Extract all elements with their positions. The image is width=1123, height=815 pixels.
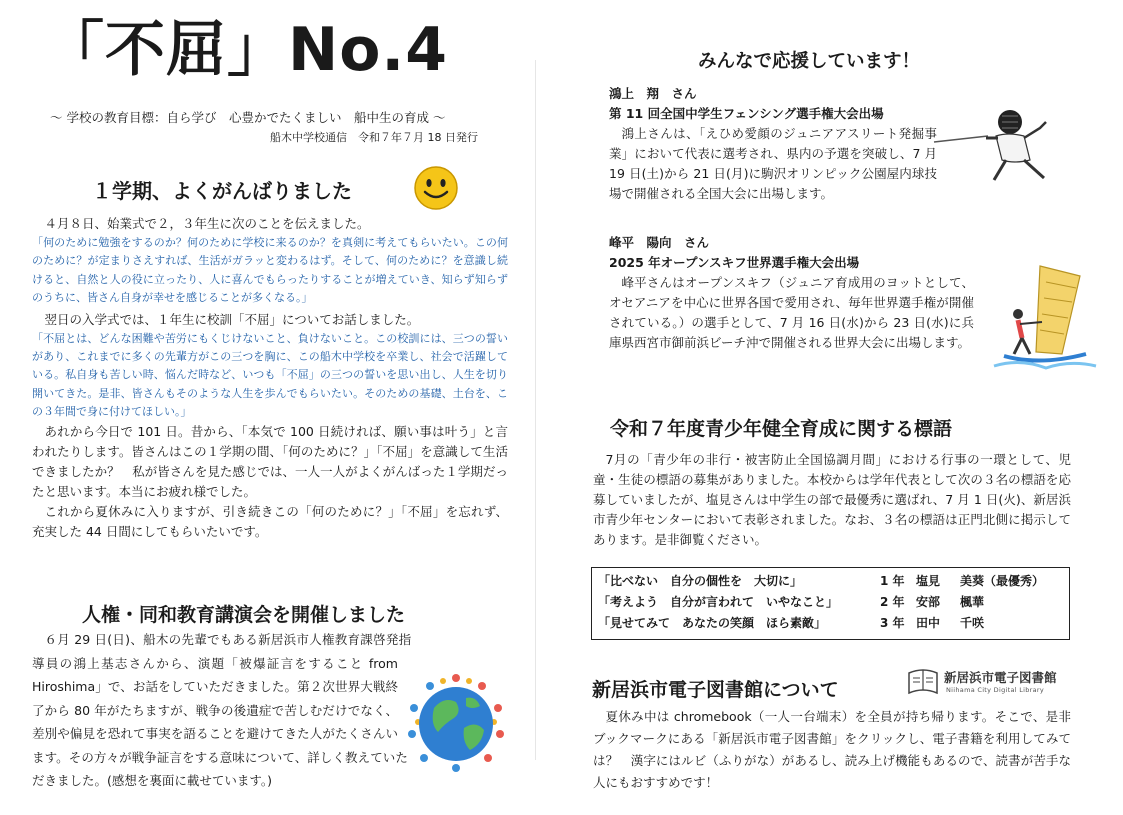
slogan-row <box>596 592 1065 613</box>
library-logo-text: 新居浜市電子図書館 <box>944 670 1057 685</box>
athlete-b <box>609 233 1001 353</box>
slogan-grade: 2 年 <box>880 595 905 609</box>
slogan-given-name: 美葵（最優秀） <box>960 574 1045 588</box>
athlete-a-body: 鴻上さんは、「えひめ愛顔のジュニアアスリート発掘事業」において代表に選考され、県内の予選を突破し、7 月 19 日(土)から 21 日(月)に駒沢オリンピック公園屋内球技場で開催される全国大会に出場します。 <box>609 126 937 201</box>
slogan-phrase: 「考えよう 自分が言われて いやなこと」 <box>598 595 839 609</box>
smiley-icon <box>412 164 460 212</box>
slogan-row <box>596 571 1065 592</box>
slogan-row <box>596 613 1065 634</box>
library-body: 夏休み中は chromebook（一人一台端末）を全員が持ち帰ります。そこで、是非ブックマークにある「新居浜市電子図書館」をクリックし、電子書籍を利用してみては？ 漢字にはルビ（ふりがな）があるし、読み上げ機能もあるので、読書が苦手な人にもおすすめです！ <box>593 709 1071 790</box>
slogan-table <box>591 567 1070 640</box>
windsurfer-illustration <box>990 262 1100 374</box>
column-divider <box>535 60 536 760</box>
library-logo-subtitle: Niihama City Digital Library <box>946 686 1045 694</box>
slogan-given-name: 千咲 <box>960 616 985 630</box>
slogan-phrase: 「比べない 自分の個性を 大切に」 <box>598 574 803 588</box>
slogan-body: 7月の「青少年の非行・被害防止全国協調月間」における行事の一環として、児童・生徒の標語の募集がありました。本校からは学年代表として次の３名の標語を応募していましたが、塩見さんは中学生の部で最優秀に選ばれ、7 月 1 日(火)、新居浜市青少年センターにおいて表彰されました。なお、３名の標語は正門北側に掲示してあります。是非御覧ください。 <box>593 452 1071 547</box>
library-heading: 新居浜市電子図書館について <box>592 679 839 701</box>
cheer-heading: みんなで応援しています！ <box>698 51 921 72</box>
slogan-heading: 令和７年度青少年健全育成に関する標語 <box>610 418 953 440</box>
school-motto: ～ 学校の教育目標：自ら学び 心豊かでたくましい 船中生の育成 ～ <box>50 110 446 125</box>
slogan-family-name: 安部 <box>916 595 941 609</box>
semester-body <box>32 214 508 542</box>
slogan-phrase: 「見せてみて あなたの笑顔 ほら素敵」 <box>598 616 827 630</box>
lecture-body: ６月 29 日(日)、船木の先輩でもある新居浜市人権教育課啓発指導員の鴻上基志さんから、演題「被爆証言をすること from Hiroshima」で、お話をしていただきました。第２次世界大戦終了から 80 年がたちますが、戦争の後遺症で苦しむだけでなく、差別や偏見を恐れて事実を語ることを避けてきた人がたくさんいます。その方々が戦争証言をする意味について、詳しく教えていただきました。(感想を裏面に載せています。) <box>32 632 412 788</box>
athlete-a <box>609 84 1001 204</box>
lecture-heading: 人権・同和教育講演会を開催しました <box>82 604 406 626</box>
semester-p1: ４月８日、始業式で２，３年生に次のことを伝えました。 <box>44 216 370 231</box>
semester-p2: 翌日の入学式では、１年生に校訓「不屈」についてお話しました。 <box>44 311 420 327</box>
athlete-a-name: 鴻上 翔 さん <box>609 86 697 101</box>
slogan-grade: 3 年 <box>880 616 905 630</box>
semester-quote-1: 「何のために勉強をするのか？何のために学校に来るのか？を真剣に考えてもらいたい。この何のために？が定まりさえすれば、生活がガラッと変わるはず。そして、何のために？を意識し続けると、自然と人の役に立ったり、人に喜んでもらったりすることが増えていき、知らず知らずのうちに、皆さん自身が幸せを感じることが多くなる。」 <box>32 236 508 305</box>
semester-heading: １学期、よくがんばりました <box>92 179 352 203</box>
semester-quote-2: 「不屈とは、どんな困難や苦労にもくじけないこと、負けないこと。この校訓には、三つの誓いがあり、これまでに多くの先輩方がこの三つを胸に、この船木中学校を卒業し、社会で活躍している。私自身も苦しい時、悩んだ時など、いつも「不屈」の三つの誓いを思い出し、人生を切り開いてきた。是非、皆さんもそのような人生を歩んでもらいたい。そのための基礎、土台を、この３年間で身に付けてほしい。」 <box>32 331 508 419</box>
library-logo-icon <box>905 665 941 699</box>
athlete-b-body: 峰平さんはオープンスキフ（ジュニア育成用のヨットとして、オセアニアを中心に世界各国で愛用され、毎年世界選手権が開催されている。）の選手として、7 月 16 日(水)から 23 日(水)に兵庫県西宮市御前浜ビーチ沖で開催される世界大会に出場します。 <box>609 275 974 350</box>
semester-p4: これから夏休みに入りますが、引き続きこの「何のために？」「不屈」を忘れず、充実した 44 日間にしてもらいたいです。 <box>32 503 508 539</box>
slogan-given-name: 楓華 <box>960 595 985 609</box>
semester-p3: あれから今日で 101 日。昔から、「本気で 100 日続ければ、願い事は叶う」と言われたりします。皆さんはこの１学期の間、「何のために？」「不屈」を意識して生活できましたか？ 私が皆さんを見た感じでは、一人一人がよくがんばった１学期だったと思います。本当にお疲れ様でした。 <box>32 423 508 499</box>
athlete-b-name: 峰平 陽向 さん <box>609 235 710 250</box>
slogan-grade: 1 年 <box>880 574 905 588</box>
earth-children-illustration <box>404 672 508 772</box>
slogan-family-name: 塩見 <box>916 574 941 588</box>
issue-info: 船木中学校通信 令和７年７月 18 日発行 <box>270 131 478 144</box>
masthead-title: 「不屈」No.4 <box>44 15 448 85</box>
slogan-family-name: 田中 <box>916 616 941 630</box>
athlete-b-event: 2025 年オープンスキフ世界選手権大会出場 <box>609 255 860 270</box>
athlete-a-event: 第 11 回全国中学生フェンシング選手権大会出場 <box>609 106 884 121</box>
